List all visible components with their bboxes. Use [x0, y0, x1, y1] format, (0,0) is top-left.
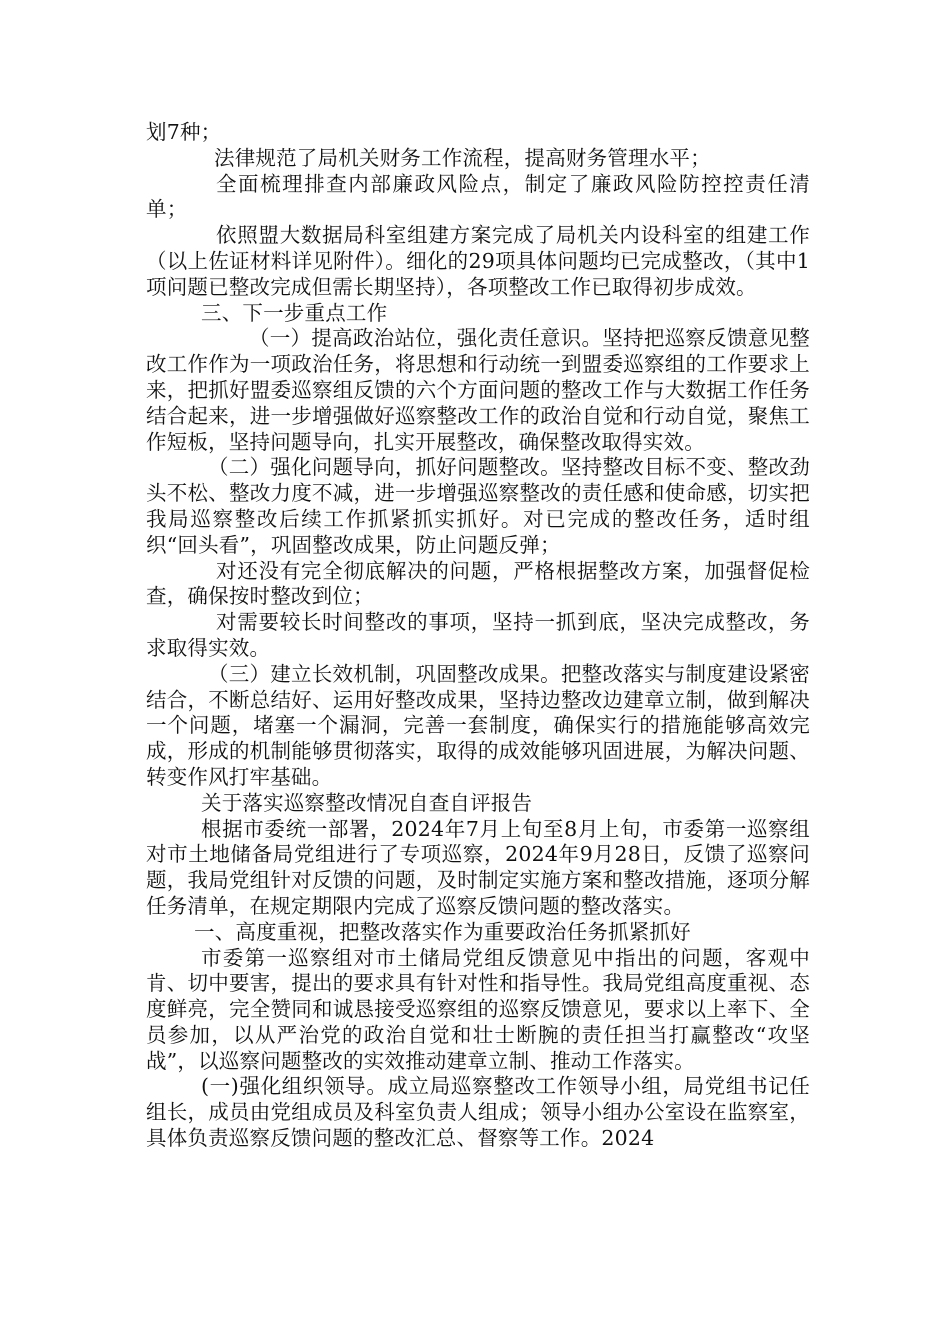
paragraph-10: 根据市委统一部署，2024年7月上旬至8月上旬，市委第一巡察组对市土地储备局党组进行了专项巡察，2024年9月28日，反馈了巡察问题，我局党组针对反馈的问题，及时制定实施方案和整改措施，逐项分解任务清单，在规定期限内完成了巡察反馈问题的整改落实。: [146, 816, 810, 918]
paragraph-12: (一)强化组织领导。成立局巡察整改工作领导小组，局党组书记任组长，成员由党组成员及科室负责人组成；领导小组办公室设在监察室，具体负责巡察反馈问题的整改汇总、督察等工作。2024: [146, 1074, 810, 1151]
paragraph-5: （一）提高政治站位，强化责任意识。坚持把巡察反馈意见整改工作作为一项政治任务，将思想和行动统一到盟委巡察组的工作要求上来，把抓好盟委巡察组反馈的六个方面问题的整改工作与大数据工作任务结合起来，进一步增强做好巡察整改工作的政治自觉和行动自觉，聚焦工作短板，坚持问题导向，扎实开展整改，确保整改取得实效。: [146, 326, 810, 454]
paragraph-3: 全面梳理排查内部廉政风险点，制定了廉政风险防控控责任清单；: [146, 171, 810, 222]
section-heading-1: 一、高度重视，把整改落实作为重要政治任务抓紧抓好: [194, 919, 691, 944]
paragraph-8: 对需要较长时间整改的事项，坚持一抓到底，坚决完成整改，务求取得实效。: [146, 610, 810, 660]
report-title: 关于落实巡察整改情况自查自评报告: [201, 790, 533, 815]
paragraph-9: （三）建立长效机制，巩固整改成果。把整改落实与制度建设紧密结合，不断总结好、运用好整改成果，坚持边整改边建章立制，做到解决一个问题，堵塞一个漏洞，完善一套制度，确保实行的措施能够高效完成，形成的机制能够贯彻落实，取得的成效能够巩固进展，为解决问题、转变作风打牢基础。: [146, 661, 810, 789]
paragraph-1: 划7种；: [146, 120, 222, 144]
paragraph-2: 法律规范了局机关财务工作流程，提高财务管理水平；: [214, 145, 711, 170]
document-body: [146, 120, 810, 1152]
paragraph-6: （二）强化问题导向，抓好问题整改。坚持整改目标不变、整改劲头不松、整改力度不减，进一步增强巡察整改的责任感和使命感，切实把我局巡察整改后续工作抓紧抓实抓好。对已完成的整改任务，适时组织“回头看”，巩固整改成果，防止问题反弹；: [146, 455, 810, 557]
paragraph-11: 市委第一巡察组对市土储局党组反馈意见中指出的问题，客观中肯、切中要害，提出的要求具有针对性和指导性。我局党组高度重视、态度鲜亮，完全赞同和诚恳接受巡察组的巡察反馈意见，要求以上率下、全员参加，以从严治党的政治自觉和壮士断腕的责任担当打赢整改“攻坚战”，以巡察问题整改的实效推动建章立制、推动工作落实。: [146, 945, 810, 1073]
paragraph-7: 对还没有完全彻底解决的问题，严格根据整改方案，加强督促检查，确保按时整改到位；: [146, 558, 810, 609]
paragraph-4: 依照盟大数据局科室组建方案完成了局机关内设科室的组建工作（以上佐证材料详见附件）。细化的29项具体问题均已完成整改，（其中1项问题已整改完成但需长期坚持），各项整改工作已取得初步成效。: [146, 223, 810, 299]
section-heading-3: 三、下一步重点工作: [201, 300, 388, 325]
